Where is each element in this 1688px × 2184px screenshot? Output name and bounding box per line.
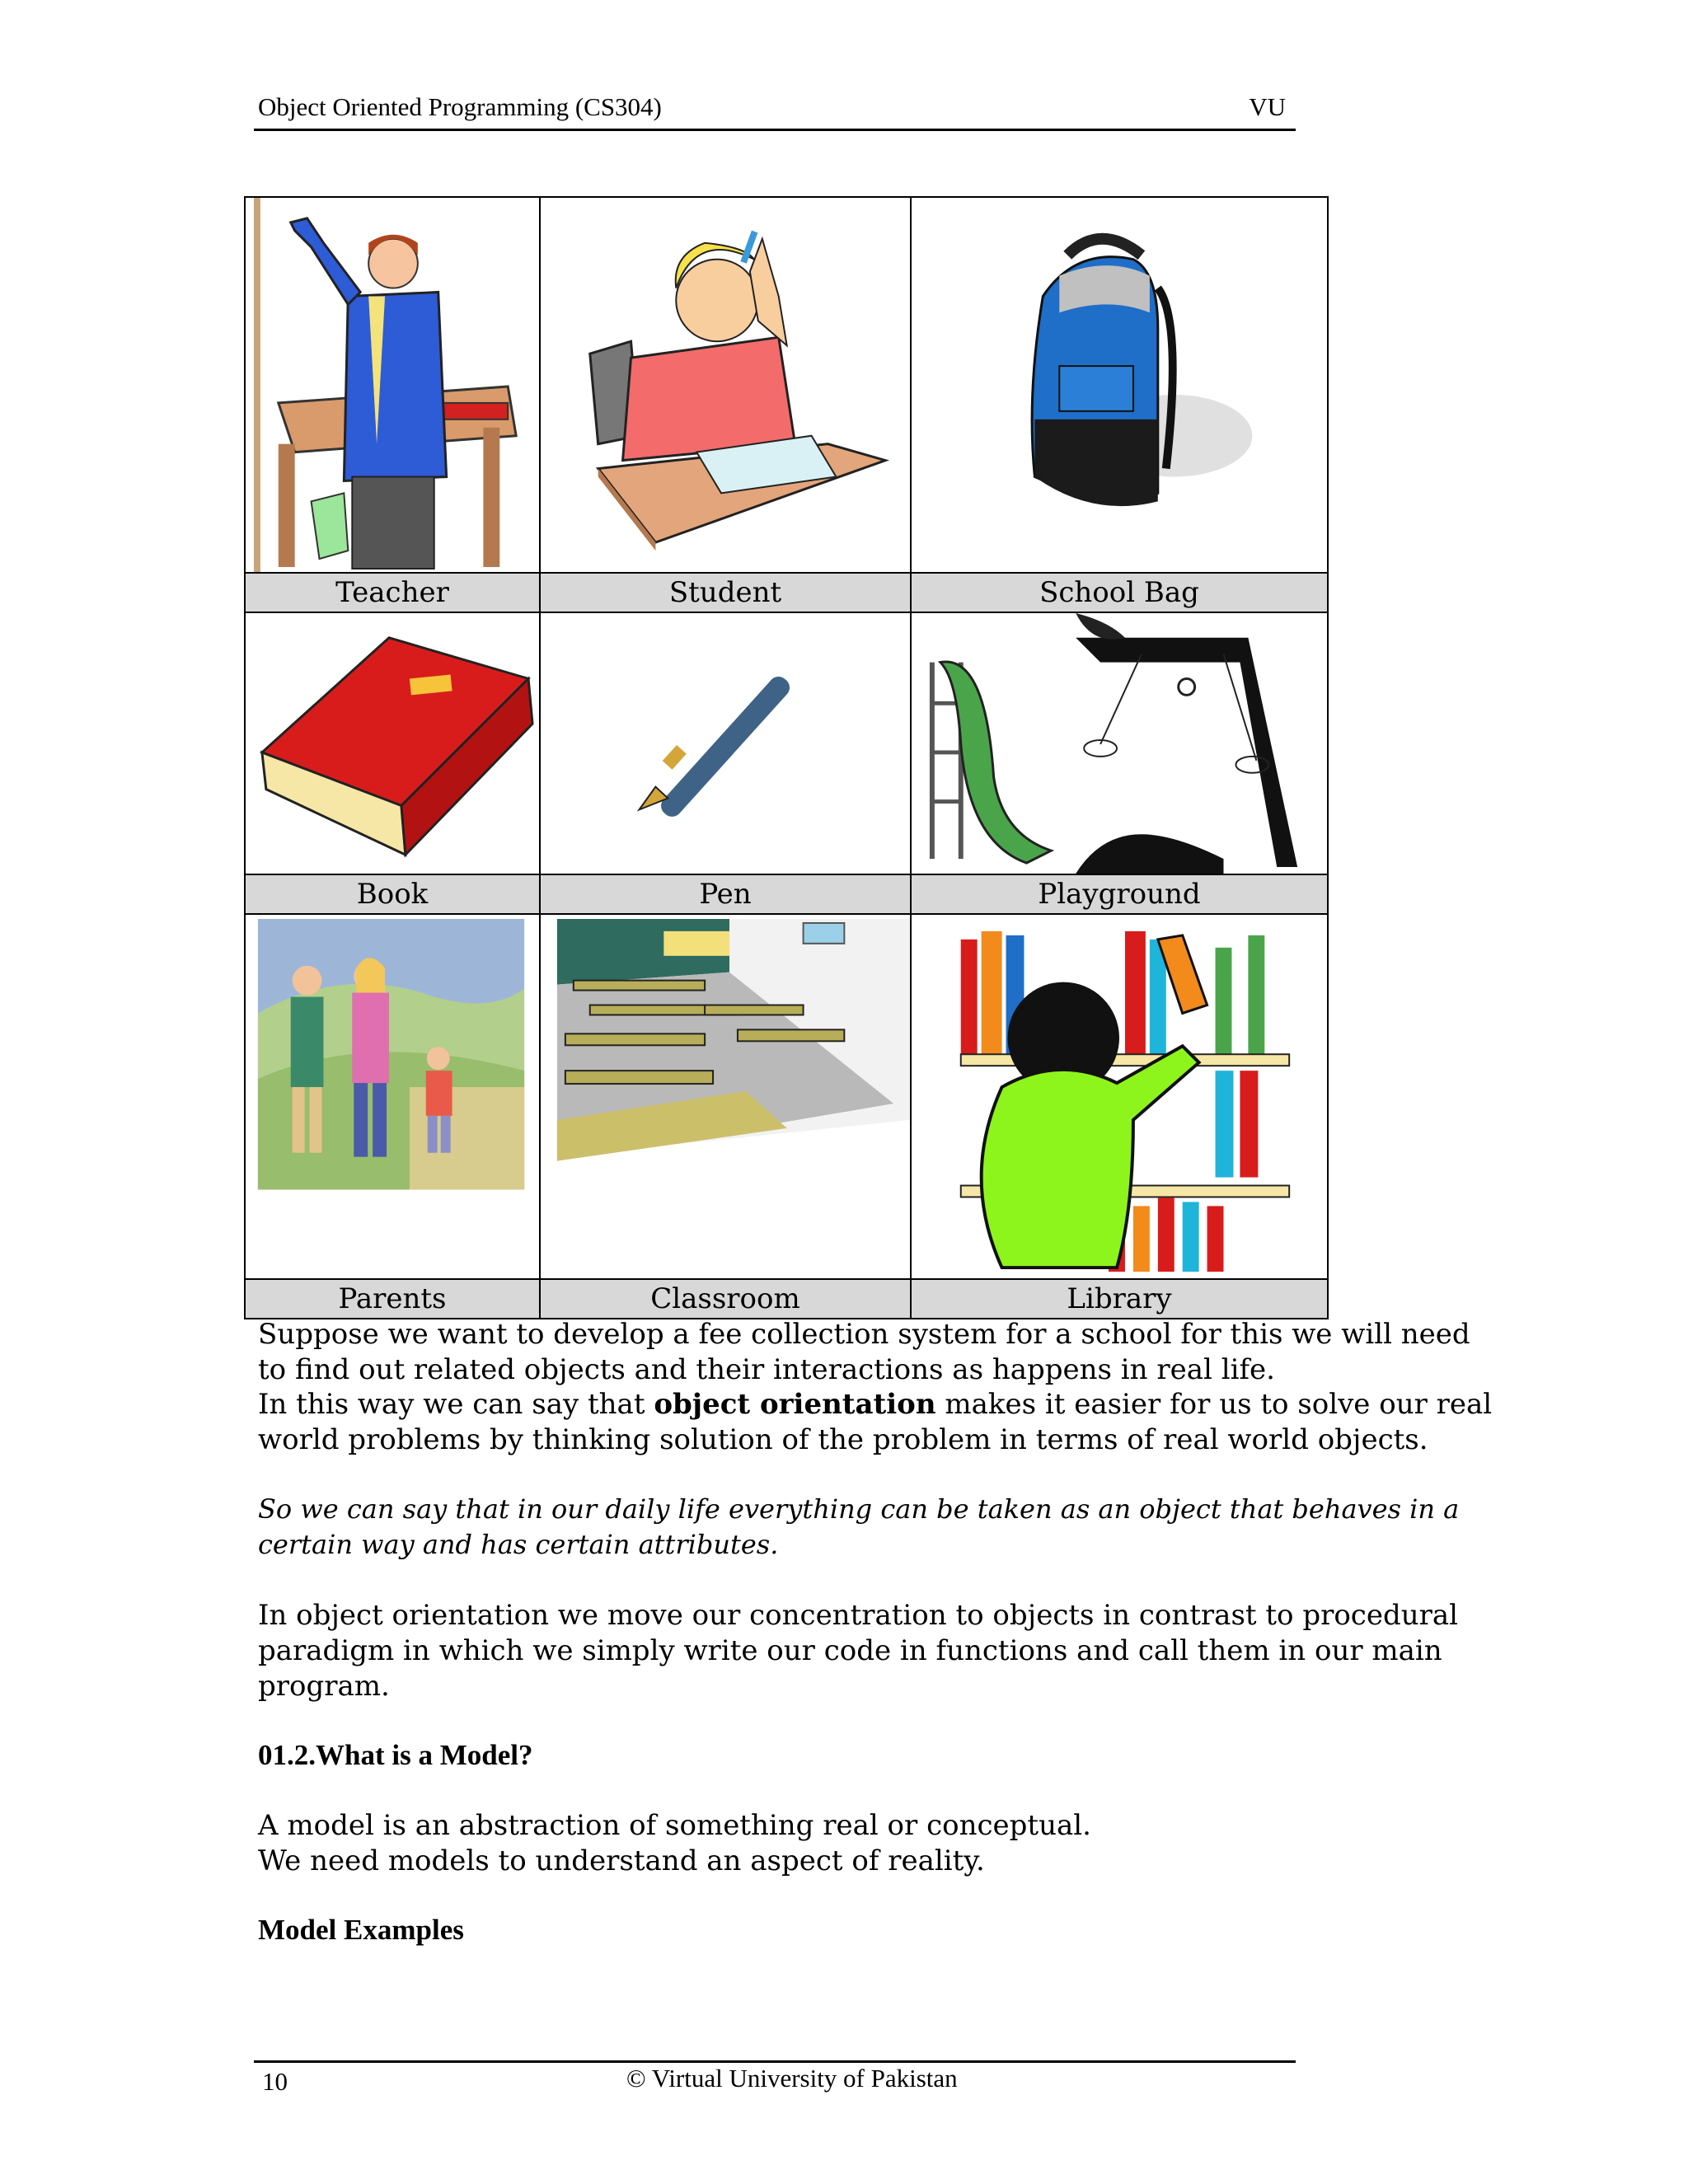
paragraph-line: So we can say that in our daily life everything can be taken as an object that behaves in a [258,1493,1460,1525]
paragraph-fee-system [258,1317,1470,1388]
label-student: Student [540,573,911,612]
page-header [254,89,1296,131]
paragraph-line: In object orientation we move our concentration to objects in contrast to procedural [258,1599,1459,1632]
object-table [244,196,1329,1319]
bold-term: object orientation [654,1388,936,1421]
italic-quote [258,1492,1460,1563]
header-title: Object Oriented Programming (CS304) [258,92,662,121]
label-school-bag: School Bag [911,573,1328,612]
classroom-image [540,914,911,1279]
paragraph-line: to find out related objects and their interactions as happens in real life. [258,1353,1275,1386]
paragraph-line: A model is an abstraction of something real or conceptual. [258,1809,1091,1842]
paragraph-line: program. [258,1670,390,1703]
paragraph-line: certain way and has certain attributes. [258,1529,779,1560]
paragraph-line: paradigm in which we simply write our code in functions and call them in our main [258,1634,1442,1667]
label-playground: Playground [911,874,1328,914]
text-run: In this way we can say that [258,1388,654,1421]
label-teacher: Teacher [245,573,540,612]
teacher-image [245,197,540,573]
paragraph-line: world problems by thinking solution of the problem in terms of real world objects. [258,1423,1428,1456]
footer-copyright: © Virtual University of Pakistan [626,2064,958,2093]
paragraph-object-orientation [258,1387,1493,1458]
header-right: VU [1249,92,1286,121]
label-book: Book [245,874,540,914]
book-image [245,612,540,874]
library-image [911,914,1328,1279]
label-parents: Parents [245,1279,540,1319]
parents-image [245,914,540,1279]
paragraph-procedural [258,1598,1459,1704]
paragraph-line: We need models to understand an aspect of reality. [258,1844,985,1877]
paragraph-line: Suppose we want to develop a fee collection system for a school for this we will need [258,1318,1470,1351]
label-pen: Pen [540,874,911,914]
text-run: makes it easier for us to solve our real [935,1388,1493,1421]
student-image [540,197,911,573]
paragraph-model [258,1808,1346,1879]
label-library: Library [911,1279,1328,1319]
label-classroom: Classroom [540,1279,911,1319]
subsection-heading: Model Examples [258,1914,464,1946]
footer-rule [254,2060,1296,2063]
section-heading: 01.2.What is a Model? [258,1739,533,1771]
school-bag-image [911,197,1328,573]
page-number: 10 [262,2067,288,2096]
playground-image [911,612,1328,874]
pen-image [540,612,911,874]
paragraph-line [258,1387,1493,1422]
